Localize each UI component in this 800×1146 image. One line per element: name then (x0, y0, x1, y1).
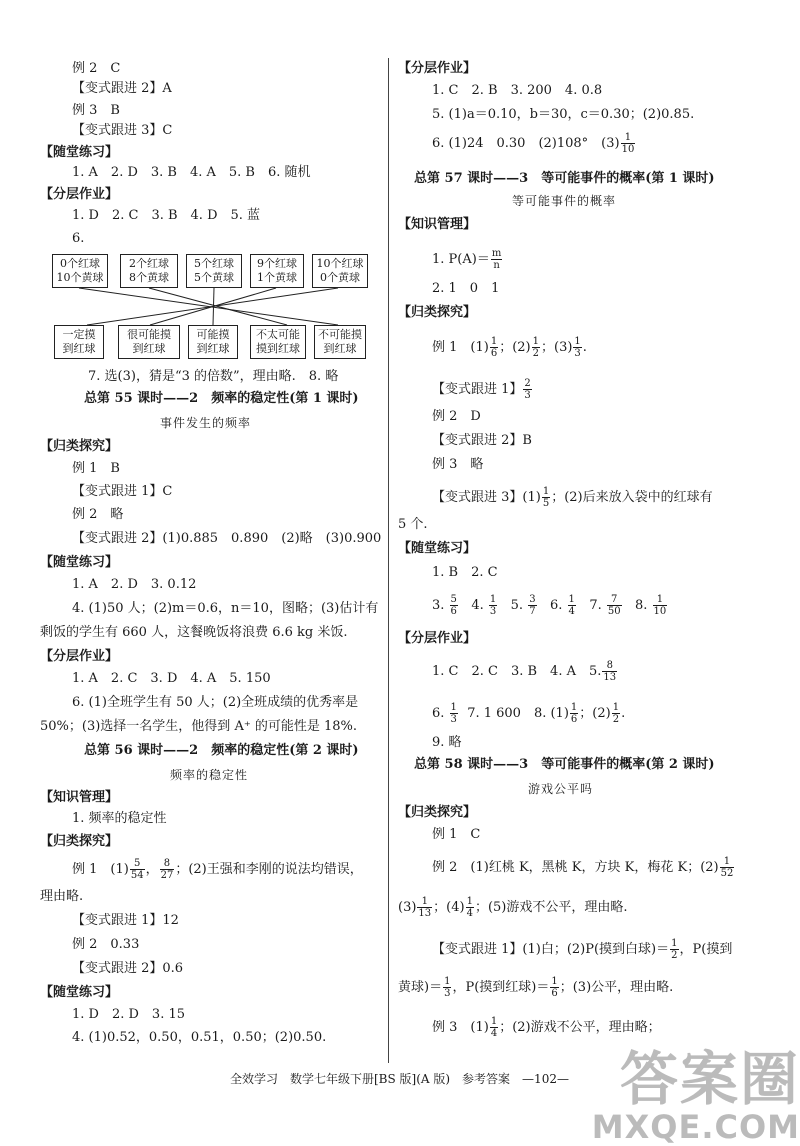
fraction: $\frac{1}{2}$ (612, 702, 620, 725)
bottom-box-1: 一定摸 到红球 (54, 325, 104, 359)
comma: ， (145, 862, 159, 877)
lesson-title: 总第 58 课时——3 等可能事件的概率(第 2 课时) (414, 757, 715, 772)
item-number: 4. (471, 598, 484, 613)
fraction: $\frac{1}{3}$ (450, 702, 457, 725)
section-heading: 【归类探究】 (40, 439, 119, 454)
variant-text: ，P(摸到 (679, 942, 733, 957)
answer-line: 2. 1 0 1 (432, 281, 500, 296)
answer-text: 1. C 2. C 3. B 4. A 5. (432, 664, 602, 679)
answer-line: 【变式跟进 2】(1)0.885 0.890 (2)略 (3)0.900 (72, 531, 382, 546)
fraction: $\frac{1}{3}$ (574, 336, 581, 359)
lesson-subtitle: 游戏公平吗 (528, 782, 594, 796)
sep: ；(2) (499, 340, 531, 355)
answer-line: 6. (72, 231, 85, 246)
answer-line (432, 938, 732, 961)
answer-line: 5 个. (398, 517, 428, 532)
answer-line: 4. (1)50 人；(2)m＝0.6，n＝10，图略；(3)估计有 (72, 601, 379, 616)
answer-line: 例 2 略 (72, 507, 124, 522)
section-heading: 【知识管理】 (40, 790, 119, 805)
variant-text: 【变式跟进 1】(1)白；(2)P(摸到白球)＝ (432, 942, 670, 957)
item-number: 6. (549, 598, 563, 613)
answer-line: 例 3 略 (432, 457, 484, 472)
section-heading: 【归类探究】 (40, 834, 119, 849)
section-heading: 【随堂练习】 (398, 541, 477, 556)
answer-line (432, 702, 625, 725)
item-number: 6. (432, 706, 445, 721)
fraction: $\frac{1}{3}$ (489, 594, 497, 617)
answer-line: 1. A 2. D 3. 0.12 (72, 577, 197, 592)
answer-line: 【变式跟进 2】B (432, 433, 532, 448)
fraction: $\frac{1}{6}$ (551, 976, 558, 999)
fraction: $\frac{8}{13}$ (603, 660, 617, 683)
example-text: 例 2 (1)红桃 K，黑桃 K，方块 K，梅花 K；(2) (432, 860, 719, 875)
top-box-5: 10个红球 0个黄球 (312, 254, 368, 288)
answer-line (432, 660, 618, 683)
example-label: 例 3 (1) (432, 1020, 489, 1035)
section-heading: 【归类探究】 (398, 805, 477, 820)
answer-line (398, 976, 673, 999)
watermark (591, 1045, 800, 1146)
item-number: 5. (510, 598, 524, 613)
sep: ；(3) (541, 340, 573, 355)
answer-line: 【变式跟进 2】0.6 (72, 961, 184, 976)
bottom-box-4: 不太可能 摸到红球 (250, 325, 306, 359)
sep: ；(2) (579, 706, 611, 721)
answer-line: 1. C 2. B 3. 200 4. 0.8 (432, 83, 603, 98)
answer-line: 6. (1)全班学生有 50 人；(2)全班成绩的优秀率是 (72, 695, 359, 710)
page-footer: 全效学习 数学七年级下册[BS 版](A 版) 参考答案 —102— (230, 1072, 569, 1086)
section-heading: 【知识管理】 (398, 217, 477, 232)
example-label: 例 1 (1) (72, 862, 129, 877)
answer-line: 【变式跟进 1】C (72, 484, 173, 499)
answer-line: 4. (1)0.52，0.50，0.51，0.50；(2)0.50. (72, 1030, 327, 1045)
section-heading: 【分层作业】 (40, 649, 119, 664)
formula-text: 1. P(A)＝ (432, 252, 490, 267)
fraction: $\frac{2}{3}$ (524, 378, 531, 401)
fraction: $\frac{1}{10}$ (653, 594, 667, 617)
answer-line: 1. D 2. D 3. 15 (72, 1007, 185, 1022)
fraction: $\frac{5}{6}$ (450, 594, 457, 617)
answer-line: 理由略. (40, 889, 84, 904)
answer-line: 1. A 2. D 3. B 4. A 5. B 6. 随机 (72, 165, 311, 180)
answer-line: 【变式跟进 1】12 (72, 913, 179, 928)
top-box-1: 0个红球 10个黄球 (52, 254, 108, 288)
section-heading: 【随堂练习】 (40, 985, 119, 1000)
example-text: ；(2)游戏不公平，理由略； (499, 1020, 661, 1035)
answer-line (398, 896, 628, 919)
bottom-box-5: 不可能摸 到红球 (314, 325, 366, 359)
item-number: (3) (398, 900, 417, 915)
answer-line: 1. D 2. C 3. B 4. D 5. 蓝 (72, 208, 261, 223)
answer-line: 50%；(3)选择一名学生，他得到 A⁺ 的可能性是 18%. (40, 719, 357, 734)
answer-line (72, 858, 363, 881)
answer-line: 9. 略 (432, 735, 462, 750)
lesson-title: 总第 55 课时——2 频率的稳定性(第 1 课时) (84, 391, 359, 406)
period: . (582, 340, 587, 355)
answer-line (432, 594, 668, 617)
answer-line (432, 486, 713, 509)
lesson-title: 总第 56 课时——2 频率的稳定性(第 2 课时) (84, 743, 359, 758)
fraction: $\frac{1}{10}$ (621, 132, 635, 155)
variant-label: 【变式跟进 3】(1) (432, 490, 541, 505)
top-box-4: 9个红球 1个黄球 (250, 254, 304, 288)
variant-text: 黄球)＝ (398, 980, 443, 995)
fraction: $\frac{1}{6}$ (490, 336, 498, 359)
fraction: $\frac{1}{3}$ (444, 976, 451, 999)
answer-line: 1. A 2. C 3. D 4. A 5. 150 (72, 671, 271, 686)
answer-line (432, 248, 503, 271)
watermark-logo: 答案圈 (619, 1045, 800, 1113)
lesson-subtitle: 等可能事件的概率 (512, 194, 617, 208)
fraction: $\frac{1}{13}$ (418, 896, 432, 919)
answer-line: 例 1 B (72, 461, 120, 476)
section-heading: 【随堂练习】 (40, 145, 119, 160)
variant-text: ；(3)公平，理由略. (559, 980, 674, 995)
fraction: $\frac{1}{4}$ (466, 896, 473, 919)
fraction: $\frac{1}{6}$ (570, 702, 578, 725)
section-heading: 【归类探究】 (398, 305, 477, 320)
answer-line: 7. 选(3)，猜是“3 的倍数”，理由略. 8. 略 (88, 369, 339, 384)
answer-line (432, 856, 735, 879)
lesson-subtitle: 频率的稳定性 (170, 768, 249, 782)
answer-line (432, 1016, 661, 1039)
example-text: ；(5)游戏不公平，理由略. (474, 900, 628, 915)
answer-line (432, 336, 587, 359)
bottom-box-2: 很可能摸 到红球 (118, 325, 180, 359)
column-divider (388, 58, 389, 1063)
answer-line: 例 2 C (72, 61, 121, 76)
fraction: $\frac{1}{4}$ (568, 594, 575, 617)
fraction: $\frac{8}{27}$ (160, 858, 174, 881)
fraction: $\frac{3}{7}$ (529, 594, 536, 617)
answer-line: 例 2 0.33 (72, 937, 140, 952)
fraction: $\frac{1}{2}$ (671, 938, 678, 961)
fraction: $\frac{5}{54}$ (130, 858, 144, 881)
answer-line (432, 132, 636, 155)
answer-line: 【变式跟进 3】C (72, 123, 173, 138)
fraction: $\frac{1}{2}$ (532, 336, 539, 359)
section-heading: 【随堂练习】 (40, 555, 119, 570)
fraction: $\frac{1}{52}$ (720, 856, 734, 879)
top-box-3: 5个红球 5个黄球 (186, 254, 242, 288)
item-number: 3. (432, 598, 445, 613)
answer-line: 1. 频率的稳定性 (72, 811, 167, 826)
answer-line: 例 2 D (432, 409, 481, 424)
period: . (621, 706, 626, 721)
answer-text: 6. (1)24 0.30 (2)108° (3) (432, 136, 620, 151)
section-heading: 【分层作业】 (398, 631, 477, 646)
bottom-box-3: 可能摸 到红球 (188, 325, 238, 359)
item-number: 7. (589, 598, 602, 613)
answer-line: 1. B 2. C (432, 565, 498, 580)
matching-lines (0, 0, 400, 370)
watermark-url: MXQE.COM (591, 1108, 800, 1146)
lesson-subtitle: 事件发生的频率 (160, 416, 252, 430)
fraction: $\frac{7}{50}$ (607, 594, 621, 617)
variant-text: ，P(摸到红球)＝ (452, 980, 550, 995)
answer-line (432, 378, 533, 401)
variant-label: 【变式跟进 1】 (432, 382, 523, 397)
item-number: 8. (635, 598, 648, 613)
fraction: $\frac{1}{5}$ (542, 486, 550, 509)
answer-line: 例 3 B (72, 103, 120, 118)
fraction: $\frac{m}{n}$ (491, 248, 502, 271)
lesson-title: 总第 57 课时——3 等可能事件的概率(第 1 课时) (414, 171, 715, 186)
answer-line: 5. (1)a＝0.10，b＝30，c＝0.30；(2)0.85. (432, 107, 695, 122)
answer-line: 例 1 C (432, 827, 481, 842)
example-label: 例 1 (1) (432, 340, 489, 355)
answer-line: 【变式跟进 2】A (72, 81, 172, 96)
variant-text: ；(2)后来放入袋中的红球有 (551, 490, 713, 505)
answer-line: 剩饭的学生有 660 人，这餐晚饭将浪费 6.6 kg 米饭. (40, 625, 348, 640)
top-box-2: 2个红球 8个黄球 (120, 254, 178, 288)
fraction: $\frac{1}{4}$ (490, 1016, 498, 1039)
section-heading: 【分层作业】 (40, 187, 119, 202)
answer-text: 7. 1 600 8. (1) (467, 706, 569, 721)
sep: ；(4) (433, 900, 465, 915)
section-heading: 【分层作业】 (398, 61, 477, 76)
example-text: ；(2)王强和李刚的说法均错误， (175, 862, 363, 877)
